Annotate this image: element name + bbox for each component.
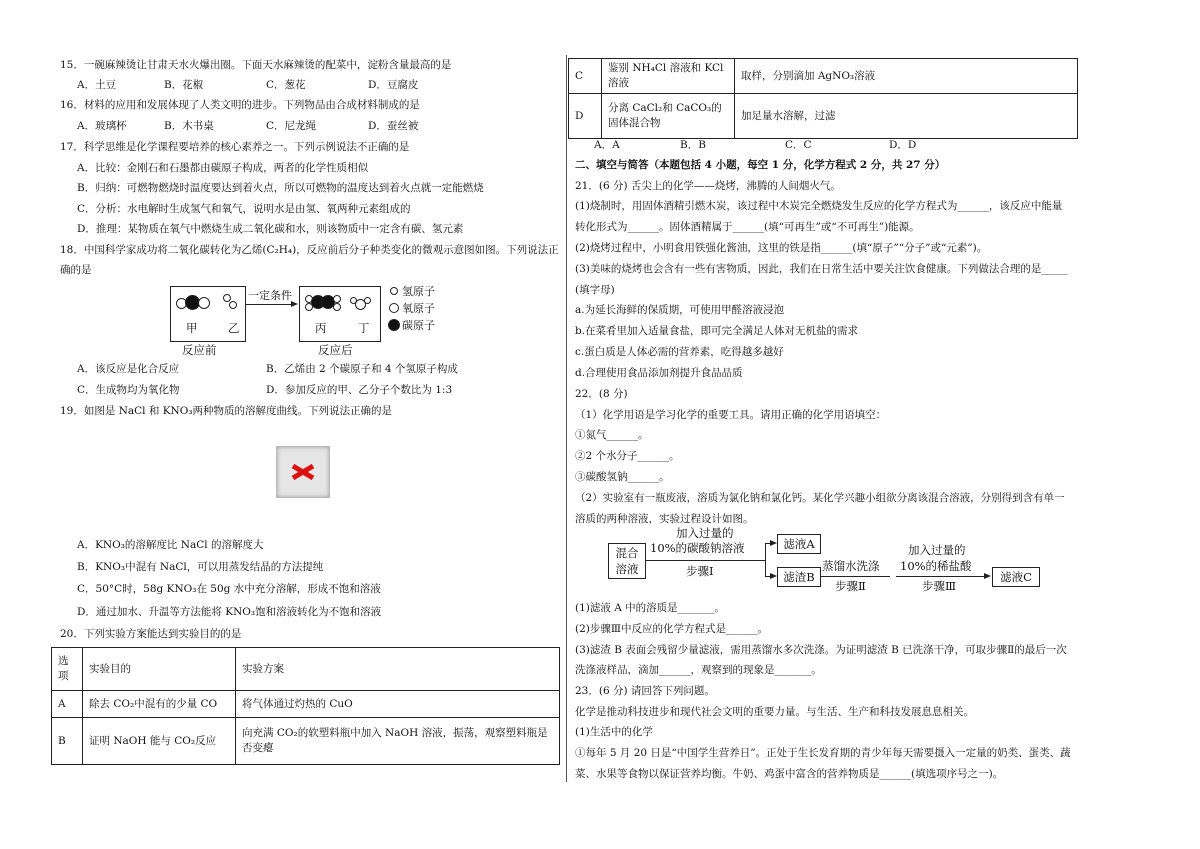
label-after: 反应后: [318, 343, 353, 357]
q21-choice-c[interactable]: c.蛋白质是人体必需的营养素，吃得越多越好: [575, 346, 784, 358]
q23-line-4: ①每年 5 月 20 日是“中国学生营养日”。正处于生长发育期的青少年每天需要摄入一定量的奶类、蛋类、蔬: [575, 747, 1071, 759]
q17-option-a[interactable]: A．比较：金刚石和石墨都由碳原子构成，两者的化学性质相似: [77, 162, 369, 174]
row-c-purpose: 鉴别 NH₄Cl 溶液和 KCl 溶液: [602, 59, 735, 94]
step3-reagent-line2: 10%的稀盐酸: [900, 559, 972, 573]
mixed-solution-label: 混合溶液: [615, 546, 639, 576]
q18-option-d[interactable]: D．参加反应的甲、乙分子个数比为 1:3: [266, 384, 453, 396]
arrow-head-icon: [291, 301, 298, 307]
q15-option-b[interactable]: B．花椒: [164, 79, 204, 91]
q23-line-3: (1)生活中的化学: [575, 726, 653, 738]
legend-oxygen-icon: [389, 303, 399, 313]
step3-label: 步骤Ⅲ: [922, 579, 957, 593]
q16-stem: 16．材料的应用和发展体现了人类文明的进步。下列物品由合成材料制成的是: [60, 99, 420, 111]
q19-option-b[interactable]: B．KNO₃中混有 NaCl，可以用蒸发结晶的方法提纯: [77, 561, 324, 573]
row-d-option: D: [569, 94, 602, 139]
q20-option-b[interactable]: B．B: [680, 139, 706, 151]
step1-label: 步骤Ⅰ: [686, 564, 714, 578]
arrow-head-icon: [770, 540, 777, 546]
q22-line-1: 22．(8 分): [575, 388, 628, 400]
q21-choice-a[interactable]: a.为延长海鲜的保质期，可使用甲醛溶液浸泡: [575, 304, 785, 316]
filtrate-c-box: [992, 567, 1040, 587]
q16-option-c[interactable]: C．尼龙绳: [266, 120, 317, 132]
arrow-head-icon: [770, 573, 777, 579]
q21-line-6: (填字母): [575, 284, 615, 296]
q21-line-2: (1)烧制时，用固体酒精引燃木炭，该过程中木炭完全燃烧发生反应的化学方程式为______，该反应中能量: [575, 200, 1063, 212]
q23-line-2: 化学是推动科技进步和现代社会文明的重要力量。与生活、生产和科技发展息息相关。: [575, 706, 974, 718]
q22-line-5: ③碳酸氢钠______。: [575, 471, 670, 483]
row-b-purpose: 证明 NaOH 能与 CO₂反应: [83, 718, 236, 765]
q23-line-5: 菜、水果等食物以保证营养均衡。牛奶、鸡蛋中富含的营养物质是______(填选项序号之一)。: [575, 768, 1004, 780]
flow-line: [820, 576, 890, 577]
header-option: 选项: [52, 648, 83, 691]
step1-reagent-line2: 10%的碳酸钠溶液: [650, 541, 745, 555]
broken-image-icon: [276, 446, 330, 498]
residue-b-box: [777, 567, 821, 587]
q20-table: [51, 647, 560, 765]
flow-branch-vertical: [765, 543, 766, 577]
q19-option-d[interactable]: D．通过加水、升温等方法能将 KNO₃饱和溶液转化为不饱和溶液: [77, 606, 382, 618]
table-row: [52, 691, 560, 718]
filtrate-c-label: 滤液C: [1000, 570, 1032, 584]
q22b-line-1: (1)滤液 A 中的溶质是_______。: [575, 602, 725, 614]
q21-line-1: 21．(6 分) 舌尖上的化学——烧烤，沸腾的人间烟火气。: [575, 180, 841, 192]
q20-table-continued: [568, 58, 1078, 139]
step1-reagent-line1: 加入过量的: [676, 526, 734, 540]
q22-line-2: （1）化学用语是学习化学的重要工具。请用正确的化学用语填空：: [575, 409, 887, 421]
q20-stem: 20．下列实验方案能达到实验目的的是: [60, 628, 242, 640]
row-b-option: B: [52, 718, 83, 765]
label-yi: 乙: [228, 321, 240, 335]
section-heading: 二、填空与简答（本题包括 4 小题，每空 1 分，化学方程式 2 分，共 27 分）: [575, 159, 946, 171]
table-row: [569, 59, 1078, 94]
reaction-diagram: [168, 284, 458, 364]
hydrogen-atom: [333, 303, 341, 311]
q19-option-a[interactable]: A．KNO₃的溶解度比 NaCl 的溶解度大: [77, 539, 264, 551]
q16-option-d[interactable]: D．蚕丝被: [368, 120, 419, 132]
q22-line-7: 溶质的两种溶液，实验过程设计如图。: [575, 513, 754, 525]
label-bing: 丙: [315, 321, 327, 335]
q21-line-5: (3)美味的烧烤也会含有一些有害物质，因此，我们在日常生活中要关注饮食健康。下列做法合理的是_____: [575, 263, 1068, 275]
q18-option-c[interactable]: C．生成物均为氧化物: [77, 384, 180, 396]
table-header-row: [52, 648, 560, 691]
row-a-plan: 将气体通过灼热的 CuO: [236, 691, 560, 718]
row-d-plan: 加足量水溶解，过滤: [735, 94, 1078, 139]
q16-option-a[interactable]: A．玻璃杯: [77, 120, 127, 132]
q22b-line-2: (2)步骤Ⅲ中反应的化学方程式是______。: [575, 623, 768, 635]
legend-carbon: 碳原子: [402, 319, 435, 332]
header-purpose: 实验目的: [83, 648, 236, 691]
legend-carbon-icon: [388, 319, 400, 331]
q19-stem: 19．如图是 NaCl 和 KNO₃两种物质的溶解度曲线。下列说法正确的是: [60, 405, 393, 417]
row-a-option: A: [52, 691, 83, 718]
hydrogen-atom: [229, 301, 237, 309]
flow-line: [896, 576, 984, 577]
wash-label: 蒸馏水洗涤: [822, 559, 880, 573]
filtrate-a-box: [777, 534, 821, 554]
reaction-arrow: [246, 304, 294, 305]
row-a-purpose: 除去 CO₂中混有的少量 CO: [83, 691, 236, 718]
row-c-option: C: [569, 59, 602, 94]
q22-line-3: ①氮气______。: [575, 429, 649, 441]
q15-stem: 15．一碗麻辣烫让甘肃天水火爆出圈。下面天水麻辣烫的配菜中，淀粉含量最高的是: [60, 59, 452, 71]
table-row: [569, 94, 1078, 139]
q18-stem-line2: 确的是: [60, 264, 92, 276]
table-row: [52, 718, 560, 765]
mixed-solution-box: [608, 543, 646, 579]
q21-choice-d[interactable]: d.合理使用食品添加剂提升食品品质: [575, 367, 743, 379]
residue-b-label: 滤渣B: [783, 570, 815, 584]
label-ding: 丁: [358, 321, 370, 335]
q17-option-d[interactable]: D．推理：某物质在氧气中燃烧生成二氧化碳和水，则该物质中一定含有碳、氢元素: [77, 223, 464, 235]
q17-stem: 17．科学思维是化学课程要培养的核心素养之一。下列示例说法不正确的是: [60, 141, 410, 153]
q18-stem-line1: 18．中国科学家成功将二氧化碳转化为乙烯(C₂H₄)，反应前后分子种类变化的微观示意图如图。下列说法正: [60, 244, 559, 256]
step3-reagent-line1: 加入过量的: [908, 543, 966, 557]
q17-option-c[interactable]: C．分析：水电解时生成氢气和氧气，说明水是由氢、氧两种元素组成的: [77, 203, 411, 215]
label-jia: 甲: [186, 321, 198, 335]
q15-option-a[interactable]: A．土豆: [77, 79, 117, 91]
hydrogen-atom: [364, 297, 371, 304]
filtrate-a-label: 滤液A: [783, 537, 815, 551]
label-before: 反应前: [182, 343, 217, 357]
column-divider: [566, 55, 567, 782]
arrow-head-icon: [984, 573, 991, 579]
q19-option-c[interactable]: C．50°C时，58g KNO₃在 50g 水中充分溶解，形成不饱和溶液: [77, 583, 381, 595]
q20-option-d[interactable]: D．D: [889, 139, 917, 151]
q22-line-4: ②2 个水分子______。: [575, 450, 680, 462]
q20-option-c[interactable]: C．C: [785, 139, 812, 151]
q20-option-a[interactable]: A．A: [594, 139, 620, 151]
reaction-condition: 一定条件: [248, 289, 292, 302]
q16-option-b[interactable]: B．木书桌: [164, 120, 214, 132]
legend-hydrogen-icon: [390, 287, 398, 295]
q21-line-3: 转化形式为______。固体酒精属于______(填“可再生”或“不可再生”)能源。: [575, 221, 920, 233]
flow-line: [645, 560, 765, 561]
q21-choice-b[interactable]: b.在菜肴里加入适量食盐，即可完全满足人体对无机盐的需求: [575, 325, 859, 337]
oxygen-atom: [198, 297, 210, 309]
row-c-plan: 取样，分别滴加 AgNO₃溶液: [735, 59, 1078, 94]
q22b-line-3: (3)滤渣 B 表面会残留少量滤液，需用蒸馏水多次洗涤。为证明滤渣 B 已洗涤干净，可取步骤Ⅱ的最后一次: [575, 644, 1067, 656]
q18-option-a[interactable]: A．该反应是化合反应: [77, 363, 180, 375]
header-plan: 实验方案: [236, 648, 560, 691]
separation-flowchart: [600, 525, 1050, 595]
hydrogen-atom: [333, 295, 341, 303]
q17-option-b[interactable]: B．归纳：可燃物燃烧时温度要达到着火点，所以可燃物的温度达到着火点就一定能燃烧: [77, 182, 484, 194]
q18-option-b[interactable]: B．乙烯由 2 个碳原子和 4 个氢原子构成: [266, 363, 458, 375]
legend-hydrogen: 氢原子: [402, 285, 435, 298]
legend-oxygen: 氧原子: [402, 302, 435, 315]
q21-line-4: (2)烧烤过程中，小明食用铁强化酱油，这里的铁是指______(填“原子”“分子”或“元素”)。: [575, 242, 988, 254]
q22b-line-4: 洗涤液样品，滴加______，观察到的现象是_______。: [575, 664, 822, 676]
q22-line-6: （2）实验室有一瓶废液，溶质为氯化钠和氯化钙。某化学兴趣小组欲分离该混合溶液，分别得到含有单一: [575, 492, 1065, 504]
q15-option-d[interactable]: D．豆腐皮: [368, 79, 419, 91]
row-b-plan: 向充满 CO₂的软塑料瓶中加入 NaOH 溶液，振荡，观察塑料瓶是否变瘪: [236, 718, 560, 765]
row-d-purpose: 分离 CaCl₂和 CaCO₃的固体混合物: [602, 94, 735, 139]
step2-label: 步骤Ⅱ: [835, 579, 866, 593]
q23-line-1: 23．(6 分) 请回答下列问题。: [575, 685, 715, 697]
q15-option-c[interactable]: C．葱花: [266, 79, 306, 91]
